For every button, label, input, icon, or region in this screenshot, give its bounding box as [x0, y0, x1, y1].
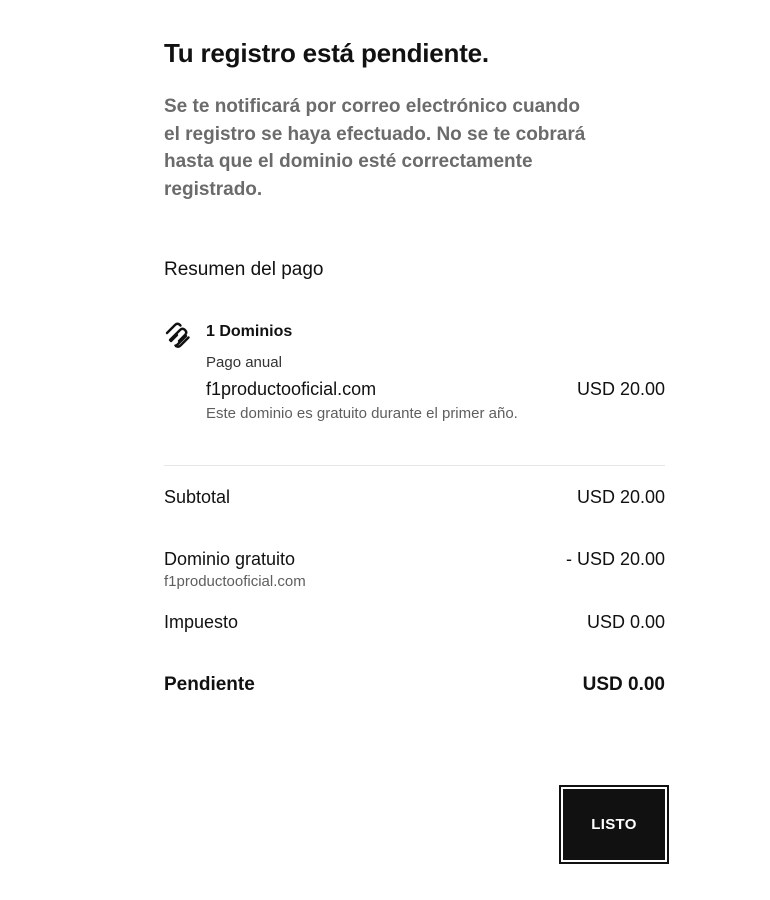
payment-confirmation-page: [164, 0, 665, 900]
product-name: 1 Dominios: [206, 323, 293, 340]
tax-label: Impuesto: [164, 612, 239, 632]
billing-period: Pago anual: [206, 354, 282, 371]
pending-value: USD 0.00: [582, 674, 665, 695]
pending-label: Pendiente: [164, 674, 255, 695]
payment-summary-heading: Resumen del pago: [164, 259, 324, 280]
squarespace-logo-icon: [164, 321, 192, 349]
domain-name: f1productooficial.com: [206, 379, 377, 399]
tax-value: USD 0.00: [586, 612, 665, 632]
pending-message: Se te notificará por correo electrónico cuando el registro se haya efectuado. No se te cobrará hasta que el dominio esté correctamente registrado.: [164, 96, 586, 200]
done-button[interactable]: LISTO: [563, 789, 665, 860]
subtotal-value: USD 20.00: [576, 487, 665, 507]
free-domain-note: Este dominio es gratuito durante el primer año.: [206, 405, 518, 422]
done-button-frame[interactable]: [559, 785, 669, 864]
domain-price: USD 20.00: [576, 379, 665, 399]
divider: [164, 465, 665, 466]
page-title: Tu registro está pendiente.: [164, 38, 489, 68]
free-domain-sub: f1productooficial.com: [164, 573, 306, 590]
free-domain-value: - USD 20.00: [565, 549, 665, 569]
subtotal-label: Subtotal: [164, 487, 231, 507]
free-domain-label: Dominio gratuito: [164, 549, 296, 569]
